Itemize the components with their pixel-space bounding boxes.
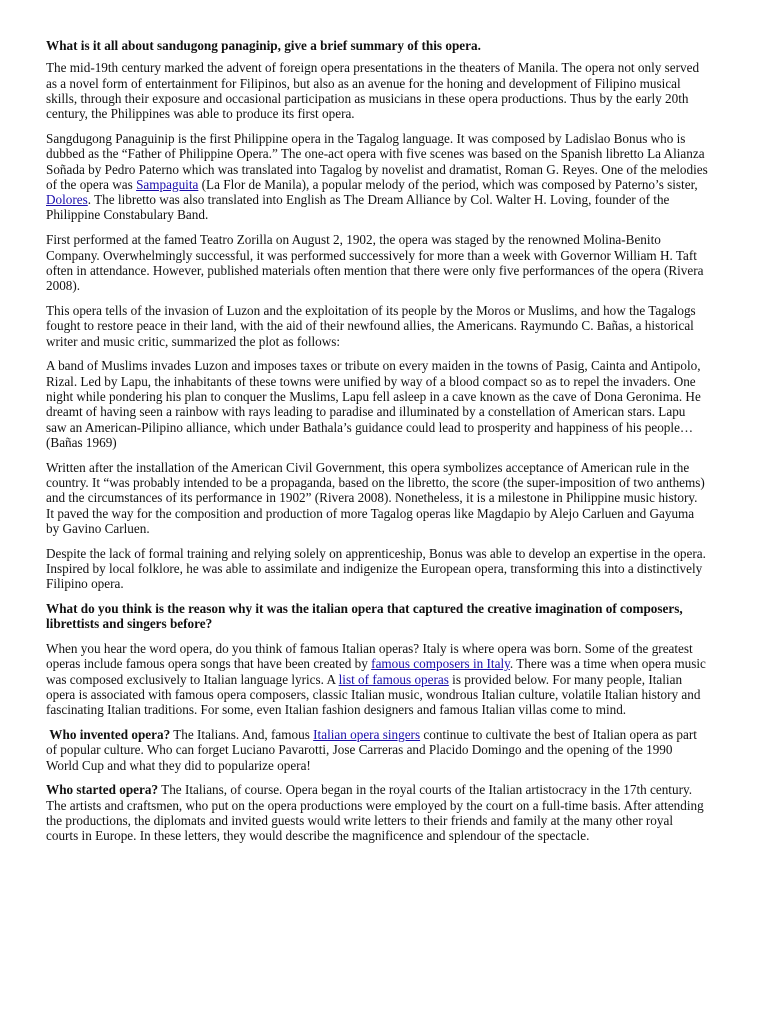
text-span: (La Flor de Manila), a popular melody of the period, which was composed by Paterno’s sister, bbox=[198, 176, 698, 192]
text-span: The Italians, of course. Opera began in the royal courts of the Italian artistocracy in the 17th century. The artists and craftsmen, who put on the opera productions were employed by the court on a full-time basis. After attending the productions, the diplomats and invited guests would write letters to their friends and family at the many other royal courts in Europe. In these letters, they would describe the magnificence and splendour of the spectacle. bbox=[46, 782, 704, 844]
question-2: What do you think is the reason why it was the italian opera that captured the creative imagination of composers, librettists and singers before? bbox=[46, 601, 683, 632]
dolores-link[interactable]: Dolores bbox=[46, 192, 88, 208]
question-1: What is it all about sandugong panaginip, give a brief summary of this opera. bbox=[46, 38, 481, 53]
italian-opera-singers-link[interactable]: Italian opera singers bbox=[313, 727, 421, 743]
paragraph-bonus: Despite the lack of formal training and relying solely on apprenticeship, Bonus was able to develop an expertise in the opera. Inspired by local folklore, he was able to assimilate and indigenize the European opera, transforming this into a distinctively Filipino opera. bbox=[46, 545, 706, 592]
paragraph-plot-summary: A band of Muslims invades Luzon and imposes taxes or tribute on every maiden in the towns of Pasig, Cainta and Antipolo, Rizal. Led by Lapu, the inhabitants of these towns were unified by way of a blood compact so as to repel the invaders. One night while pondering his plan to conquer the Muslims, Lapu fell asleep in a cave known as the cave of Dona Geronima. He dreamt of having seen a rainbow with rays leading to paradise and illuminated by a constellation of American stars. Lapu saw an American-Pilipino alliance, which under Bathala’s guidance could lead to prosperity and happiness of his people… (Bañas 1969) bbox=[46, 358, 701, 450]
who-started-heading: Who started opera? bbox=[46, 782, 159, 798]
text-span: The Italians. And, famous bbox=[170, 727, 314, 743]
who-invented-heading: Who invented opera? bbox=[49, 727, 171, 743]
text-span: When you hear the word opera, do you think of famous Italian operas? Italy is where opera was born. Some of the greatest operas include famous opera songs that have been created by bbox=[46, 641, 693, 672]
text-span: Sangdugong Panaguinip is the first Philippine opera in the Tagalog language. It was composed by Ladislao Bonus who is dubbed as the “Father of Philippine Opera.” The one-act opera with five scenes was based on the Spanish libretto La Alianza Soñada by Pedro Paterno which was translated into Tagalog by novelist and dramatist, Roman G. Reyes. One of the melodies of the opera was bbox=[46, 130, 708, 192]
paragraph-performance: First performed at the famed Teatro Zorilla on August 2, 1902, the opera was staged by the renowned Molina-Benito Company. Overwhelmingly successful, it was performed successively for more than a week with Governor William H. Taft often in attendance. However, published materials often mention that there were only five performances of the opera (Rivera 2008). bbox=[46, 232, 704, 294]
text-span: . The libretto was also translated into English as The Dream Alliance by Col. Walter H. Loving, founder of the Philippine Constabulary Band. bbox=[46, 192, 670, 223]
paragraph-propaganda: Written after the installation of the American Civil Government, this opera symbolizes acceptance of American rule in the country. It “was probably intended to be a propaganda, based on the libretto, the score (the super-imposition of two anthems) and the circumstances of its performance in 1902” (Rivera 2008). Nonetheless, it is a milestone in Philippine music history. It paved the way for the composition and production of more Tagalog operas like Magdapio by Alejo Carluen and Gayuma by Gavino Carluen. bbox=[46, 459, 705, 536]
paragraph-italian-opera bbox=[46, 641, 708, 717]
famous-operas-list-link[interactable]: list of famous operas bbox=[338, 671, 449, 687]
text-span: . There was a time when opera music was composed exclusively to Italian language lyrics. A bbox=[46, 656, 706, 687]
paragraph-history: The mid-19th century marked the advent of foreign opera presentations in the theaters of Manila. The opera not only served as a novel form of entertainment for Filipinos, but also as an avenue for the honing and development of Filipino musical skills, through their exposure and occasional participation as musicians in these opera productions. Thus by the early 20th century, the Philippines was able to produce its first opera. bbox=[46, 60, 700, 122]
sampaguita-link[interactable]: Sampaguita bbox=[136, 176, 199, 192]
paragraph-sangdugong bbox=[46, 131, 708, 223]
paragraph-who-invented bbox=[46, 727, 708, 773]
famous-composers-link[interactable]: famous composers in Italy bbox=[371, 656, 510, 672]
paragraph-plot-intro: This opera tells of the invasion of Luzon and the exploitation of its people by the Moros or Muslims, and how the Tagalogs fought to restore peace in their land, with the aid of their newfound allies, the Americans. Raymundo C. Bañas, a historical writer and music critic, summarized the plot as follows: bbox=[46, 302, 696, 349]
text-span: is provided below. For many people, Italian opera is associated with famous opera composers, classic Italian music, wondrous Italian culture, volatile Italian history and fascinating Italian traditions. For some, even Italian fashion designers and famous Italian villas come to mind. bbox=[46, 671, 701, 718]
text-span: continue to cultivate the best of Italian opera as part of popular culture. Who can forget Luciano Pavarotti, Jose Carreras and Placido Domingo and the opening of the 1990 World Cup and what they did to popularize opera! bbox=[46, 727, 697, 773]
paragraph-who-started bbox=[46, 782, 708, 843]
